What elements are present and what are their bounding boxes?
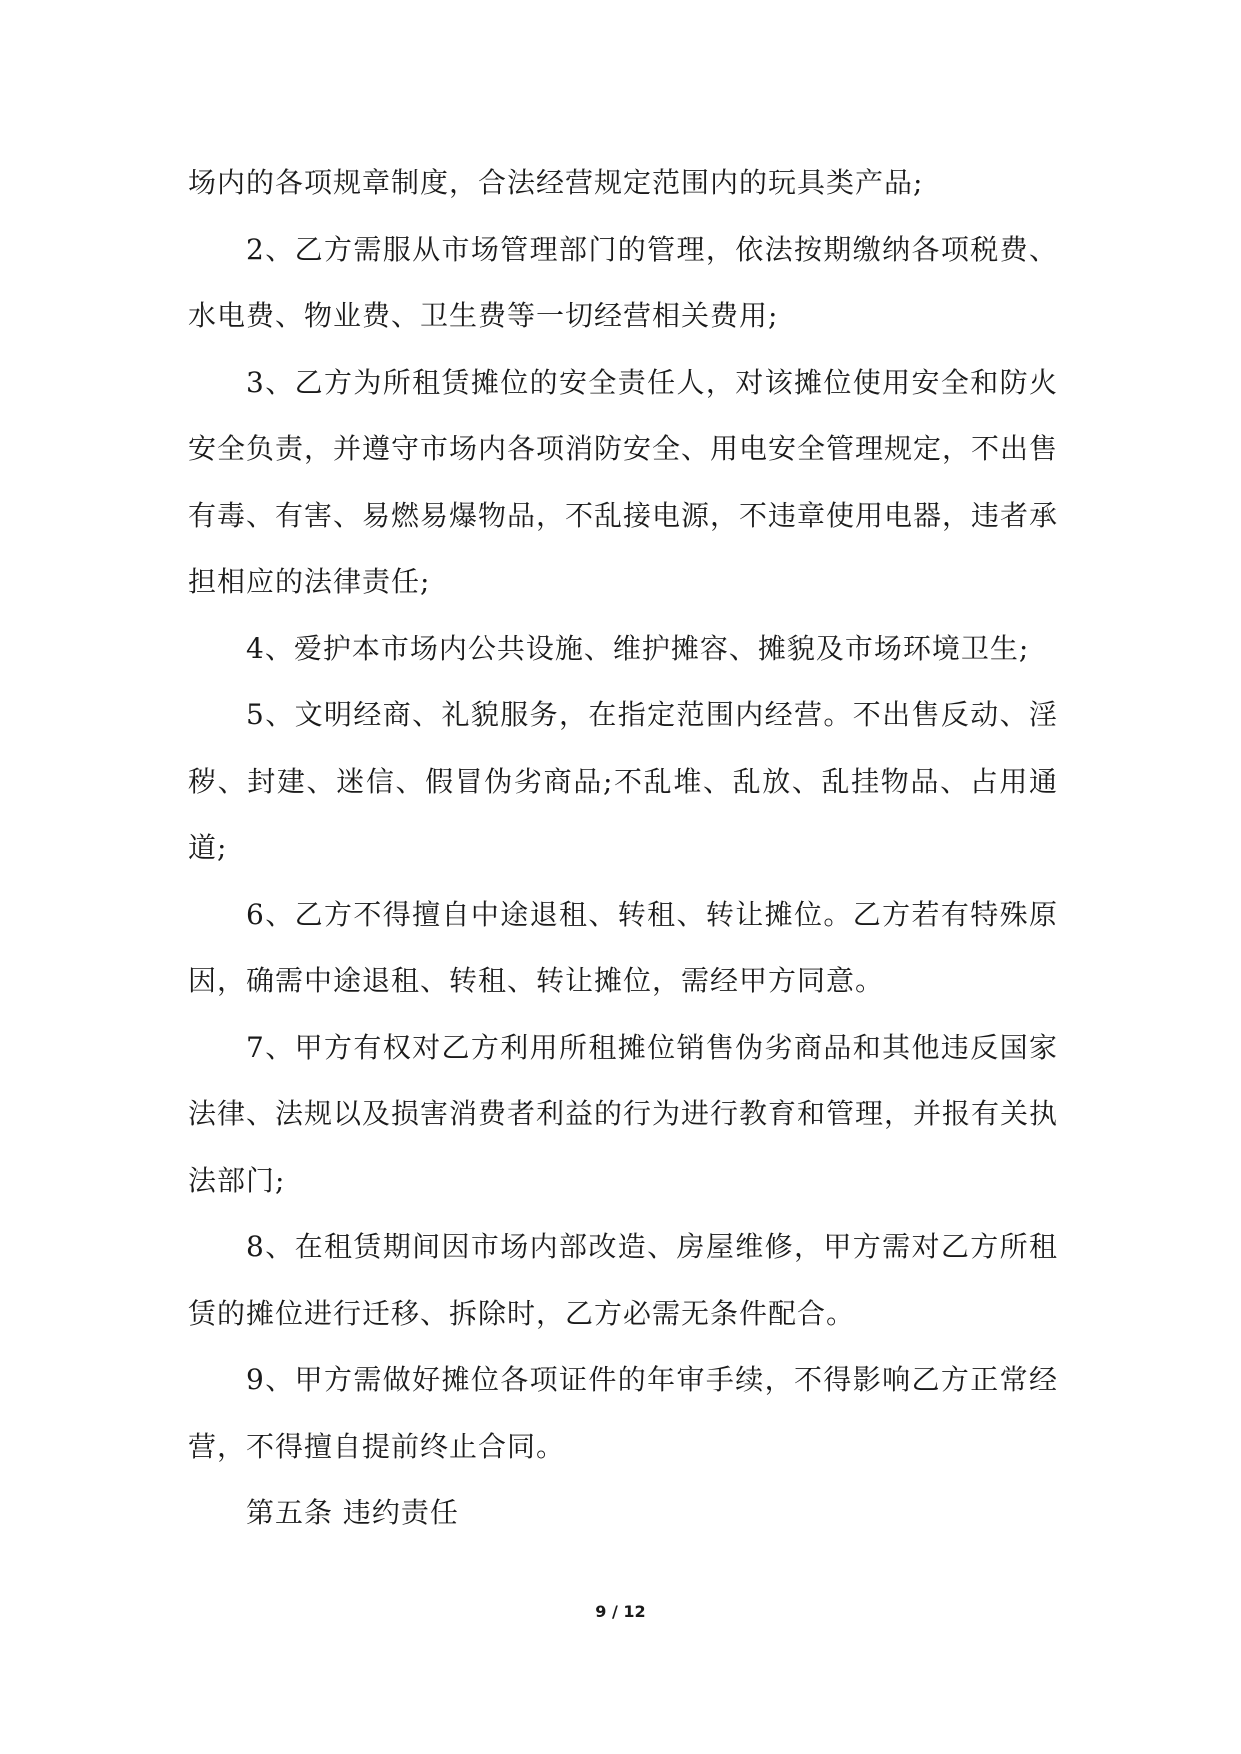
paragraph-item-3: 3、乙方为所租赁摊位的安全责任人，对该摊位使用安全和防火安全负责，并遵守市场内各项消防安全、用电安全管理规定，不出售有毒、有害、易燃易爆物品，不乱接电源，不违章使用电器，违者承担相应的法律责任; [188,365,1059,598]
paragraph-item-6: 6、乙方不得擅自中途退租、转租、转让摊位。乙方若有特殊原因，确需中途退租、转租、转让摊位，需经甲方同意。 [188,897,1058,997]
document-body [188,150,1058,1547]
paragraph-item-8: 8、在租赁期间因市场内部改造、房屋维修，甲方需对乙方所租赁的摊位进行迁移、拆除时，乙方必需无条件配合。 [188,1230,1058,1330]
paragraph-item-2: 2、乙方需服从市场管理部门的管理，依法按期缴纳各项税费、水电费、物业费、卫生费等一切经营相关费用; [188,232,1058,332]
paragraph-item-4: 4、爱护本市场内公共设施、维护摊容、摊貌及市场环境卫生; [246,631,1030,665]
paragraph-item-7: 7、甲方有权对乙方利用所租摊位销售伪劣商品和其他违反国家法律、法规以及损害消费者利益的行为进行教育和管理，并报有关执法部门; [188,1030,1059,1197]
paragraph-continuation: 场内的各项规章制度，合法经营规定范围内的玩具类产品; [188,166,924,199]
paragraph-item-9: 9、甲方需做好摊位各项证件的年审手续，不得影响乙方正常经营，不得擅自提前终止合同。 [188,1363,1058,1463]
section-heading-article-5: 第五条 违约责任 [246,1496,459,1529]
page-number: 9 / 12 [595,1602,646,1621]
paragraph-item-5: 5、文明经商、礼貌服务，在指定范围内经营。不出售反动、淫秽、封建、迷信、假冒伪劣商品;不乱堆、乱放、乱挂物品、占用通道; [188,698,1058,864]
